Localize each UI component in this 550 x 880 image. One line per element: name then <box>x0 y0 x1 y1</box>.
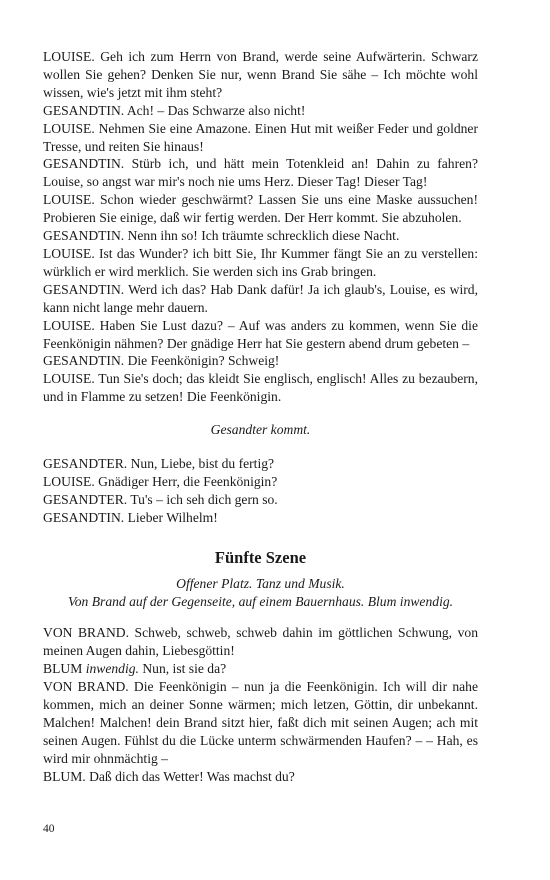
scene-title: Fünfte Szene <box>214 547 307 567</box>
dialogue-line: LOUISE. Haben Sie Lust dazu? – Auf was anders zu kommen, wenn Sie die Feenkönigin nähmen? Der gnädige Herr hat Sie gestern abend drum gebeten – <box>43 317 478 351</box>
dialogue-block-3 <box>43 624 478 785</box>
dialogue-line: GESANDTIN. Werd ich das? Hab Dank dafür! Ja ich glaub's, Louise, es wird, kann nicht lange mehr dauern. <box>43 281 478 315</box>
stage-direction: Gesandter kommt. <box>210 422 311 438</box>
dialogue-line: GESANDTIN. Die Feenkönigin? Schweig! <box>43 353 280 369</box>
dialogue-line: LOUISE. Gnädiger Herr, die Feenkönigin? <box>43 473 278 489</box>
speaker-name: BLUM <box>43 661 83 677</box>
dialogue-line: LOUISE. Geh ich zum Herrn von Brand, werde seine Aufwärterin. Schwarz wollen Sie gehen? Denken Sie nur, wenn Brand Sie sähe – Ich möchte wohl wissen, wie's jetzt mit ihm steht? <box>43 49 478 100</box>
dialogue-line <box>43 660 478 678</box>
dialogue-line: GESANDTER. Nun, Liebe, bist du fertig? <box>43 456 275 472</box>
page-number: 40 <box>43 823 55 835</box>
dialogue-block-1 <box>43 48 478 406</box>
dialogue-line: LOUISE. Ist das Wunder? ich bitt Sie, Ihr Kummer fängt Sie an zu verstellen: würklich er wird merklich. Sie werden sich ins Grab bringen. <box>43 245 478 279</box>
scene-direction-line: Offener Platz. Tanz und Musik. <box>176 575 345 591</box>
dialogue-line: VON BRAND. Die Feenkönigin – nun ja die Feenkönigin. Ich will dir nahe kommen, mich an deiner Sonne wärmen; mich letzen, Göttin, dir unbekannt. Malchen! Malchen! dein Brand sitzt hier, faßt dich mit seinen Augen; ach mit seinen Augen. Fühlst du die Lücke unterm schwärmenden Haufen? – – Hah, es wird mir ohnmächtig – <box>43 679 478 766</box>
dialogue-line: GESANDTIN. Nenn ihn so! Ich träumte schrecklich diese Nacht. <box>43 228 400 244</box>
dialogue-line: GESANDTIN. Ach! – Das Schwarze also nicht! <box>43 102 306 118</box>
dialogue-line: LOUISE. Schon wieder geschwärmt? Lassen Sie uns eine Maske aussuchen! Probieren Sie einige, daß wir fertig werden. Der Herr kommt. Sie abzuholen. <box>43 192 478 226</box>
scene-direction-line: Von Brand auf der Gegenseite, auf einem Bauernhaus. Blum inwendig. <box>67 593 454 609</box>
dialogue-line: BLUM. Daß dich das Wetter! Was machst du? <box>43 768 295 784</box>
dialogue-line: GESANDTIN. Stürb ich, und hätt mein Totenkleid an! Dahin zu fahren? Louise, so angst war mir's noch nie ums Herz. Dieser Tag! Dieser Tag! <box>43 156 478 190</box>
dialogue-line: GESANDTIN. Lieber Wilhelm! <box>43 509 218 525</box>
dialogue-block-2 <box>43 455 478 527</box>
dialogue-line: LOUISE. Tun Sie's doch; das kleidt Sie englisch, englisch! Alles zu bezaubern, und in Flamme zu setzen! Die Feenkönigin. <box>43 371 478 405</box>
aside-direction: inwendig. <box>85 661 139 677</box>
document-page <box>43 48 478 786</box>
scene-direction <box>43 575 478 611</box>
speech-text: Nun, ist sie da? <box>142 661 227 677</box>
dialogue-line: VON BRAND. Schweb, schweb, schweb dahin im göttlichen Schwung, von meinen Augen dahin, Liebesgöttin! <box>43 625 478 659</box>
dialogue-line: GESANDTER. Tu's – ich seh dich gern so. <box>43 491 278 507</box>
dialogue-line: LOUISE. Nehmen Sie eine Amazone. Einen Hut mit weißer Feder und goldner Tresse, und reiten Sie hinaus! <box>43 120 478 154</box>
